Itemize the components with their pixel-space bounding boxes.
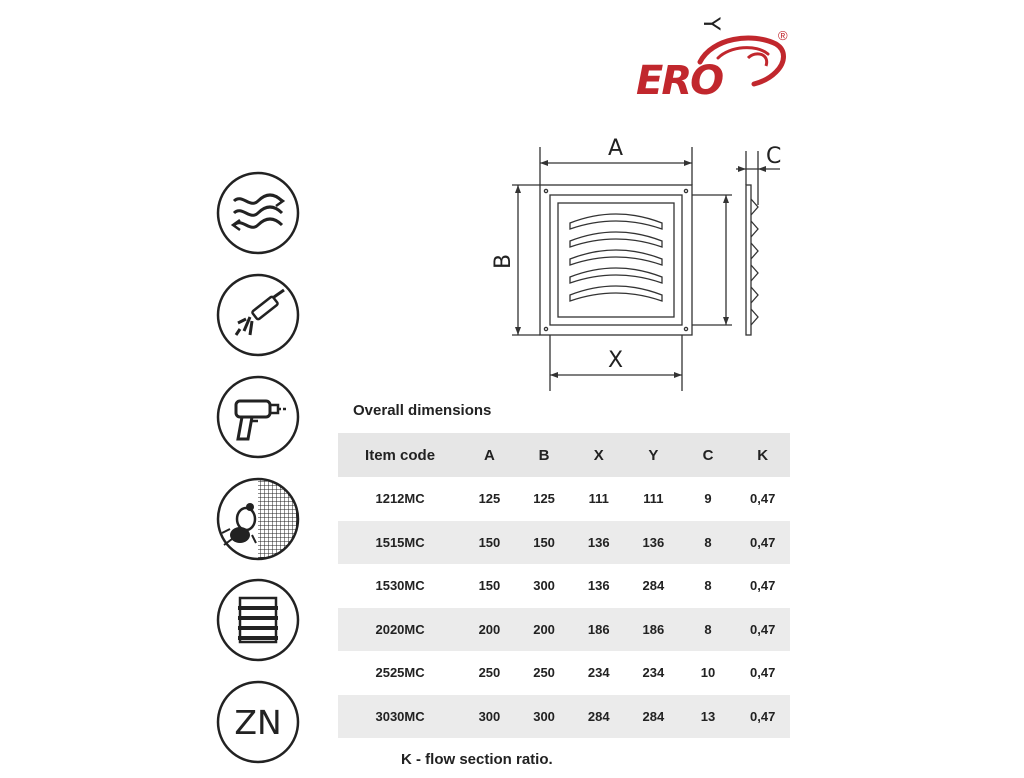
cell-item-code: 1530MC	[375, 578, 425, 594]
header-y: Y	[626, 433, 681, 477]
cell: 250	[478, 665, 501, 681]
dim-label-c: C	[766, 144, 782, 169]
cell-item-code: 2525MC	[375, 665, 425, 681]
cell: 284	[642, 578, 665, 594]
table-row	[338, 651, 790, 695]
cell: 0,47	[735, 521, 790, 565]
dimensions-table	[338, 433, 790, 738]
zinc-coating-icon	[216, 680, 300, 764]
cell: 300	[462, 695, 517, 739]
cell: 0,47	[750, 665, 776, 681]
insect-mesh-icon	[216, 477, 300, 561]
cell: 284	[626, 695, 681, 739]
table-row	[338, 608, 790, 652]
cell: 111	[588, 491, 609, 507]
cell: 0,47	[735, 695, 790, 739]
cell: 234	[642, 665, 665, 681]
cell: 200	[517, 608, 572, 652]
dim-label-a: A	[608, 136, 624, 161]
sealant-gun-icon	[216, 273, 300, 357]
cell: 284	[571, 695, 626, 739]
header-k: K	[735, 433, 790, 477]
brand-logo	[630, 28, 800, 104]
cell: 300	[517, 695, 572, 739]
cell: 136	[626, 521, 681, 565]
drill-icon	[216, 375, 300, 459]
cell: 300	[533, 578, 555, 594]
cell: 8	[681, 608, 736, 652]
cell: 186	[571, 608, 626, 652]
cell-item-code: 3030MC	[338, 695, 462, 739]
header-x: X	[571, 433, 626, 477]
header-c: C	[681, 433, 736, 477]
cell: 10	[700, 665, 716, 681]
airflow-icon	[216, 171, 300, 255]
cell: 0,47	[750, 491, 776, 507]
header-a: A	[462, 433, 517, 477]
cell-item-code: 1212MC	[375, 491, 425, 507]
cell: 8	[704, 578, 712, 594]
table-row	[338, 477, 790, 521]
dim-label-x: X	[608, 348, 624, 373]
cell: 136	[587, 578, 610, 594]
cell-item-code: 2020MC	[338, 608, 462, 652]
louvres-icon	[216, 578, 300, 662]
cell: 0,47	[735, 608, 790, 652]
cell: 150	[478, 578, 501, 594]
table-title: Overall dimensions	[353, 402, 492, 419]
cell: 150	[462, 521, 517, 565]
zn-label: ZN	[234, 702, 282, 742]
registered-mark: ®	[778, 28, 788, 43]
cell: 186	[626, 608, 681, 652]
cell: 13	[681, 695, 736, 739]
logo-wordmark: ERO	[636, 58, 723, 104]
cell: 9	[704, 491, 712, 507]
table-row	[338, 695, 790, 739]
cell: 136	[571, 521, 626, 565]
table-header-row	[338, 433, 790, 477]
cell: 234	[587, 665, 610, 681]
header-item-code: Item code	[338, 433, 462, 477]
table-row	[338, 521, 790, 565]
cell: 125	[478, 491, 501, 507]
header-b: B	[517, 433, 572, 477]
table-row	[338, 564, 790, 608]
footnote: K - flow section ratio.	[401, 751, 553, 768]
cell: 250	[533, 665, 555, 681]
dim-label-y: Y	[698, 17, 723, 31]
cell: 150	[517, 521, 572, 565]
cell: 125	[533, 491, 555, 507]
cell: 200	[462, 608, 517, 652]
cell-item-code: 1515MC	[338, 521, 462, 565]
dim-label-b: B	[491, 253, 516, 269]
cell: 111	[643, 491, 664, 507]
cell: 8	[681, 521, 736, 565]
cell: 0,47	[750, 578, 776, 594]
